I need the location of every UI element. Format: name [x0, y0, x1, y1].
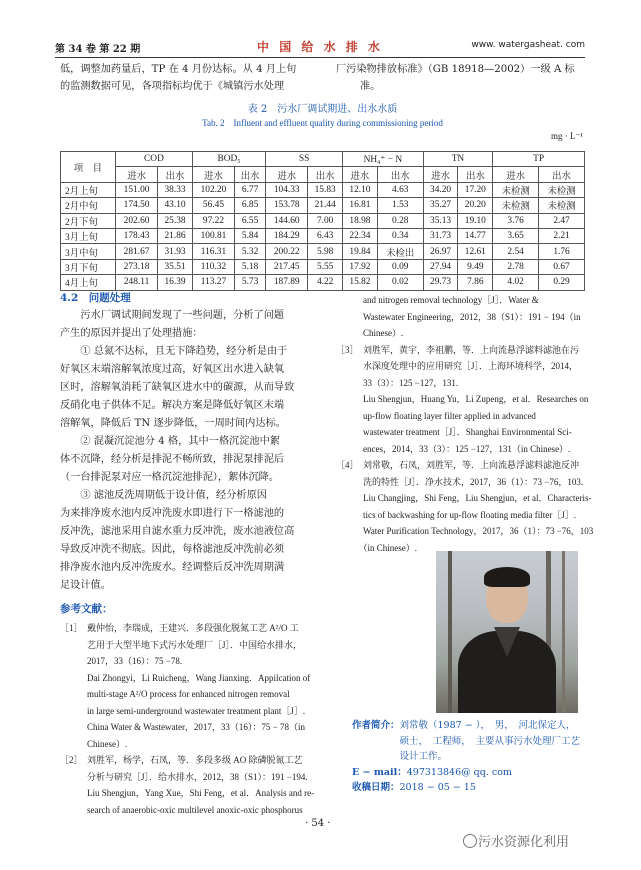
value-cell: 3.65: [493, 228, 539, 243]
value-cell: 184.29: [266, 228, 308, 243]
text-line: 好氧区末端溶解氧浓度过高，好氧区出水进入缺氧: [60, 364, 285, 375]
value-cell: 5.84: [235, 228, 266, 243]
date-label: 收稿日期：: [352, 782, 400, 793]
page-header: [55, 36, 585, 56]
value-cell: 281.67: [116, 244, 158, 259]
value-cell: 0.02: [377, 275, 423, 290]
table-row: [61, 244, 585, 259]
website-url: www. watergasheat. com: [471, 40, 585, 50]
group-header: NH₄⁺ − N: [343, 152, 424, 167]
section-body: [60, 307, 330, 595]
value-cell: 200.22: [266, 244, 308, 259]
table-row: [61, 198, 585, 213]
text-line: ［3］ 刘胜军，黄宇，李祖鹏，等．上向流悬浮滤料滤池在污: [336, 344, 580, 355]
value-cell: 174.50: [116, 198, 158, 213]
value-cell: 20.20: [458, 198, 493, 213]
value-cell: 0.67: [539, 259, 585, 274]
value-cell: 273.18: [116, 259, 158, 274]
effluent-header: 出水: [308, 167, 343, 182]
email: 497313846@ qq. com: [406, 766, 512, 778]
value-cell: 22.34: [343, 228, 378, 243]
text-line: 低，调整加药量后，TP 在 4 月份达标。从 4 月上旬: [60, 64, 297, 75]
wechat-icon: [463, 834, 477, 848]
text-line: Liu Shengjun，Yang Xue，Shi Feng，et al．Analysis and re-: [60, 788, 315, 798]
effluent-header: 出水: [158, 167, 193, 182]
text-line: 溶解氧，降低后 TN 逐步降低，一周时间内达标。: [60, 418, 286, 429]
value-cell: 21.44: [308, 198, 343, 213]
value-cell: 16.39: [158, 275, 193, 290]
value-cell: 151.00: [116, 182, 158, 197]
effluent-header: 出水: [539, 167, 585, 182]
subheader-row: [61, 167, 585, 182]
value-cell: 104.33: [266, 182, 308, 197]
value-cell: 9.49: [458, 259, 493, 274]
value-cell: 5.98: [308, 244, 343, 259]
value-cell: 5.32: [235, 244, 266, 259]
section-title: 4.2 问题处理: [60, 292, 131, 304]
value-cell: 6.55: [235, 213, 266, 228]
value-cell: 0.34: [377, 228, 423, 243]
item-header: 项 目: [61, 152, 116, 183]
value-cell: 29.73: [423, 275, 458, 290]
value-cell: 35.51: [158, 259, 193, 274]
email-label: E − mail：: [352, 766, 407, 778]
value-cell: 31.73: [423, 228, 458, 243]
value-cell: 102.20: [192, 182, 234, 197]
text-line: 足设计值。: [60, 580, 111, 591]
text-line: ② 混凝沉淀池分 4 格，其中一格沉淀池中絮: [60, 436, 280, 447]
value-cell: 178.43: [116, 228, 158, 243]
value-cell: 6.85: [235, 198, 266, 213]
text-line: Liu Changjing，Shi Feng，Liu Shengjun，et al．Characteris-: [336, 493, 592, 503]
value-cell: 5.55: [308, 259, 343, 274]
text-line: 导致反冲洗不彻底。因此，每格滤池反冲洗前必须: [60, 544, 285, 555]
table-row: [61, 228, 585, 243]
group-header: COD: [116, 152, 193, 167]
text-line: 反冲洗，滤池采用自滤水重力反冲洗，废水池液位高: [60, 526, 295, 537]
value-cell: 2.78: [493, 259, 539, 274]
author-label: 作者简介：: [352, 720, 400, 731]
value-cell: 6.77: [235, 182, 266, 197]
value-cell: 未检测: [493, 198, 539, 213]
text-line: Chinese）.: [60, 738, 128, 749]
value-cell: 144.60: [266, 213, 308, 228]
period-cell: 3月上旬: [61, 228, 116, 243]
text-line: 艺用于大型半地下式污水处理厂［J］．中国给水排水，: [60, 639, 303, 650]
text-line: in large semi-underground wastewater treatment plant［J］.: [60, 705, 306, 716]
text-line: 排净废水池内反冲洗废水。经调整后反冲洗周期满: [60, 562, 285, 573]
journal-title: 中 国 给 水 排 水: [257, 40, 383, 54]
text-line: ［4］ 刘常敬，石凤，刘胜军，等．上向流悬浮滤料滤池反冲: [336, 460, 580, 470]
text-line: China Water & Wastewater，2017，33（16）：75 − 78（in: [60, 722, 306, 732]
value-cell: 未检测: [539, 182, 585, 197]
period-cell: 3月中旬: [61, 244, 116, 259]
text-line: Dai Zhongyi，Li Ruicheng，Wang Jianxing．Appilcation of: [60, 672, 311, 683]
value-cell: 15.82: [343, 275, 378, 290]
text-line: 水深度处理中的应用研究［J］．上海环境科学，2014，: [336, 361, 579, 371]
value-cell: 6.43: [308, 228, 343, 243]
table-row: [61, 182, 585, 197]
value-cell: 0.28: [377, 213, 423, 228]
author-bio: [352, 718, 592, 796]
text-line: 33（3）：125 −127，131.: [336, 377, 459, 388]
value-cell: 100.81: [192, 228, 234, 243]
text-line: tics of backwashing for up-flow floating media filter［J］.: [336, 509, 576, 520]
effluent-header: 出水: [377, 167, 423, 182]
group-header: BOD₅: [192, 152, 265, 167]
watermark: 污水资源化利用: [478, 835, 570, 850]
references-right: [336, 292, 594, 556]
text-line: 厂污染物排放标准》（GB 18918—2002）一级 A 标: [336, 64, 575, 75]
value-cell: 15.83: [308, 182, 343, 197]
volume-issue: 第 34 卷 第 22 期: [55, 44, 141, 55]
value-cell: 未检测: [493, 182, 539, 197]
value-cell: 19.10: [458, 213, 493, 228]
period-cell: 2月中旬: [61, 198, 116, 213]
value-cell: 31.93: [158, 244, 193, 259]
value-cell: 217.45: [266, 259, 308, 274]
text-line: Liu Shengjun，Huang Yu，Li Zupeng，et al．Researches on: [336, 394, 589, 404]
author-line: 设计工作。: [352, 751, 448, 762]
influent-header: 进水: [493, 167, 539, 182]
value-cell: 4.02: [493, 275, 539, 290]
value-cell: 17.92: [343, 259, 378, 274]
references-title: 参考文献：: [60, 603, 113, 615]
period-cell: 2月下旬: [61, 213, 116, 228]
table-row: [61, 213, 585, 228]
text-line: ③ 滤池反洗周期低于设计值，经分析原因: [60, 490, 267, 501]
received-date: 2018 − 05 − 15: [399, 782, 476, 793]
text-line: 产生的原因并提出了处理措施：: [60, 328, 203, 339]
text-line: ［1］ 戴仲怡，李瑞成，王建兴．多段强化脱氮工艺 A²/O 工: [60, 623, 299, 633]
table-body: [61, 182, 585, 290]
period-cell: 4月上旬: [61, 275, 116, 290]
value-cell: 34.20: [423, 182, 458, 197]
value-cell: 未检测: [539, 198, 585, 213]
period-cell: 2月上旬: [61, 182, 116, 197]
text-line: 体不沉降，经分析是排泥不畅所致，排泥泵排泥后: [60, 454, 285, 465]
references-left: [60, 620, 335, 818]
group-header: TP: [493, 152, 585, 167]
value-cell: 2.54: [493, 244, 539, 259]
text-line: wastewater treatment［J］．Shanghai Environmental Sci-: [336, 427, 572, 437]
text-line: Wastewater Engineering，2012，38（S1）：191 − 194（in: [336, 311, 581, 322]
value-cell: 17.20: [458, 182, 493, 197]
text-line: multi-stage A²/O process for enhanced nitrogen removal: [60, 689, 290, 699]
text-line: 的监测数据可见，各项指标均优于《城镇污水处理: [60, 81, 285, 92]
value-cell: 35.13: [423, 213, 458, 228]
text-line: ① 总氮不达标，且无下降趋势，经分析是由于: [60, 346, 288, 357]
table-caption-en: Tab. 2 Influent and effluent quality during commissioning period: [202, 118, 443, 128]
value-cell: 43.10: [158, 198, 193, 213]
effluent-header: 出水: [235, 167, 266, 182]
value-cell: 248.11: [116, 275, 158, 290]
table-row: [61, 259, 585, 274]
text-line: ［2］ 刘胜军，杨学，石凤，等．多段多级 AO 除磷脱氮工艺: [60, 755, 303, 765]
value-cell: 2.47: [539, 213, 585, 228]
value-cell: 1.53: [377, 198, 423, 213]
value-cell: 187.89: [266, 275, 308, 290]
text-line: Water Purification Technology，2017，36（1）：73 −76，103: [336, 526, 594, 536]
text-line: 准。: [360, 81, 381, 92]
table-row: [61, 275, 585, 290]
value-cell: 4.22: [308, 275, 343, 290]
intro-right: [336, 61, 575, 95]
value-cell: 19.84: [343, 244, 378, 259]
value-cell: 110.32: [192, 259, 234, 274]
value-cell: 14.77: [458, 228, 493, 243]
value-cell: 25.38: [158, 213, 193, 228]
text-line: 污水厂调试期间发现了一些问题，分析了问题: [60, 310, 285, 321]
value-cell: 113.27: [192, 275, 234, 290]
text-line: Chinese）.: [336, 328, 404, 338]
group-header: TN: [423, 152, 493, 167]
value-cell: 27.94: [423, 259, 458, 274]
value-cell: 153.78: [266, 198, 308, 213]
value-cell: 26.97: [423, 244, 458, 259]
text-line: 2017，33（16）：75 −78.: [60, 656, 183, 666]
influent-header: 进水: [423, 167, 458, 182]
value-cell: 35.27: [423, 198, 458, 213]
influent-header: 进水: [192, 167, 234, 182]
value-cell: 97.22: [192, 213, 234, 228]
value-cell: 7.00: [308, 213, 343, 228]
value-cell: 116.31: [192, 244, 234, 259]
author-line: 硕士， 工程师， 主要从事污水处理厂工艺: [352, 735, 581, 747]
value-cell: 0.29: [539, 275, 585, 290]
value-cell: 18.98: [343, 213, 378, 228]
value-cell: 16.81: [343, 198, 378, 213]
table-caption-cn: 表 2 污水厂调试期进、出水水质: [247, 104, 398, 115]
text-line: （in Chinese）.: [336, 542, 417, 553]
value-cell: 12.10: [343, 182, 378, 197]
text-line: 区时，溶解氧消耗了缺氧区进水中的碳源，从而导致: [60, 382, 295, 393]
value-cell: 5.18: [235, 259, 266, 274]
value-cell: 5.73: [235, 275, 266, 290]
intro-left: [60, 61, 296, 95]
header-rule: [55, 57, 585, 58]
text-line: 分析与研究［J］．给水排水，2012，38（S1）：191 −194.: [60, 771, 308, 782]
influent-header: 进水: [343, 167, 378, 182]
text-line: 反硝化电子供体不足。解决方案是降低好氧区末端: [60, 400, 285, 411]
text-line: up-flow floating layer filter applied in advanced: [336, 410, 536, 421]
period-cell: 3月下旬: [61, 259, 116, 274]
author-photo: [436, 551, 578, 713]
value-cell: 3.76: [493, 213, 539, 228]
value-cell: 0.09: [377, 259, 423, 274]
author-line: 刘常敬（1987 − ）， 男， 河北保定人，: [399, 720, 576, 731]
text-line: 洗的特性［J］．净水技术，2017，36（1）：73 −76，103.: [336, 476, 584, 487]
influent-header: 进水: [116, 167, 158, 182]
text-line: ences，2014，33（3）：125 −127，131（in Chinese）.: [336, 443, 571, 454]
value-cell: 56.45: [192, 198, 234, 213]
group-header: SS: [266, 152, 343, 167]
value-cell: 21.86: [158, 228, 193, 243]
text-line: （一台排泥泵对应一格沉淀池排泥），絮体沉降。: [60, 472, 280, 483]
text-line: and nitrogen removal technology［J］．Water &: [336, 295, 539, 305]
value-cell: 1.76: [539, 244, 585, 259]
text-line: search of anaerobic-oxic multilevel anoxic-oxic phosphorus: [60, 804, 303, 815]
value-cell: 7.86: [458, 275, 493, 290]
value-cell: 12.61: [458, 244, 493, 259]
effluent-header: 出水: [458, 167, 493, 182]
influent-header: 进水: [266, 167, 308, 182]
value-cell: 38.33: [158, 182, 193, 197]
value-cell: 202.60: [116, 213, 158, 228]
water-quality-table: [60, 151, 585, 291]
page-number: · 54 ·: [305, 818, 331, 829]
value-cell: 4.63: [377, 182, 423, 197]
text-line: 为来排净废水池内反冲洗废水即进行下一格滤池的: [60, 508, 285, 519]
table-unit: mg · L⁻¹: [551, 131, 583, 141]
value-cell: 未检出: [377, 244, 423, 259]
value-cell: 2.21: [539, 228, 585, 243]
